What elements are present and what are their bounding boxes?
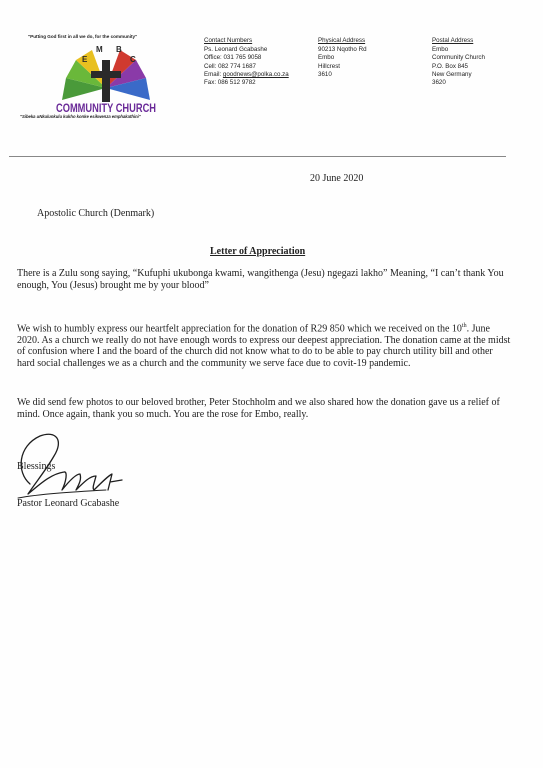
- paragraph-2: [17, 321, 512, 369]
- letter-date: 20 June 2020: [310, 173, 364, 184]
- physical-line: 3610: [318, 70, 332, 78]
- postal-line: Community Church: [432, 54, 485, 62]
- postal-heading: Postal Address: [432, 37, 474, 44]
- physical-line: Hillcrest: [318, 62, 341, 70]
- contact-heading: Contact Numbers: [204, 37, 253, 44]
- logo-letter-e: E: [82, 55, 88, 64]
- signer-name: Pastor Leonard Gcabashe: [17, 498, 120, 509]
- logo-letter-m: M: [96, 45, 103, 54]
- recipient: Apostolic Church (Denmark): [37, 208, 155, 219]
- postal-line: New Germany: [432, 70, 472, 78]
- physical-heading: Physical Address: [318, 37, 366, 44]
- contact-name: Ps. Leonard Gcabashe: [204, 46, 268, 54]
- church-logo: [42, 40, 170, 114]
- contact-cell: Cell: 082 774 1687: [204, 62, 256, 70]
- logo-community-church: COMMUNITY CHURCH: [56, 103, 156, 114]
- motto-bottom: "Sibeka uNkulunkulu kukho konke esikwenza emphakathini": [20, 114, 141, 119]
- motto-top: "Putting God first in all we do, for the community": [28, 34, 138, 39]
- email-link[interactable]: goodnews@polka.co.za: [222, 70, 289, 78]
- church-logo-block: [20, 34, 195, 126]
- paragraph-3: We did send few photos to our beloved brother, Peter Stochholm and we also shared how the donation gave us a relief of mind. Once again, thank you so much. You are the rose for Embo, really.: [17, 397, 500, 420]
- logo-letter-b: B: [116, 45, 122, 54]
- physical-line: Embo: [318, 54, 335, 62]
- paragraph-2-start: We wish to humbly express our heartfelt appreciation for the donation of R29 850 which we received on the 10: [17, 323, 462, 335]
- paragraph-2-end: . June 2020. As a church we really do not have enough words to express our deepest appreciation. The donation came at the midst of confusion where I and the board of the church did not know what to do to be able to pay church utility bill and other hard social challenges we as a church and the community we serve face due to covit-19 pandemic.: [17, 323, 511, 369]
- ordinal-suffix: th: [461, 323, 467, 329]
- contact-office: Office: 031 765 9058: [204, 54, 262, 62]
- physical-line: 90213 Nqotho Rd: [318, 46, 367, 54]
- paragraph-1: There is a Zulu song saying, “Kufuphi ukubonga kwami, wangithenga (Jesu) ngegazi lakho” Meaning, “I can’t thank You enough, You (Jesus) brought me by your blood”: [17, 268, 504, 291]
- postal-address: [432, 37, 485, 87]
- contact-email: [204, 71, 289, 79]
- postal-line: 3620: [432, 79, 446, 87]
- contact-fax: Fax: 086 512 9782: [204, 79, 256, 87]
- closing-blessings: Blessings: [17, 461, 56, 472]
- email-label: Email:: [204, 70, 223, 78]
- contact-numbers: [204, 37, 289, 87]
- postal-line: Embo: [432, 46, 449, 54]
- header-divider: [9, 156, 506, 157]
- postal-line: P.O. Box 845: [432, 62, 469, 70]
- letter-subject: Letter of Appreciation: [210, 246, 306, 257]
- physical-address: [318, 37, 367, 79]
- logo-letter-c: C: [130, 55, 136, 64]
